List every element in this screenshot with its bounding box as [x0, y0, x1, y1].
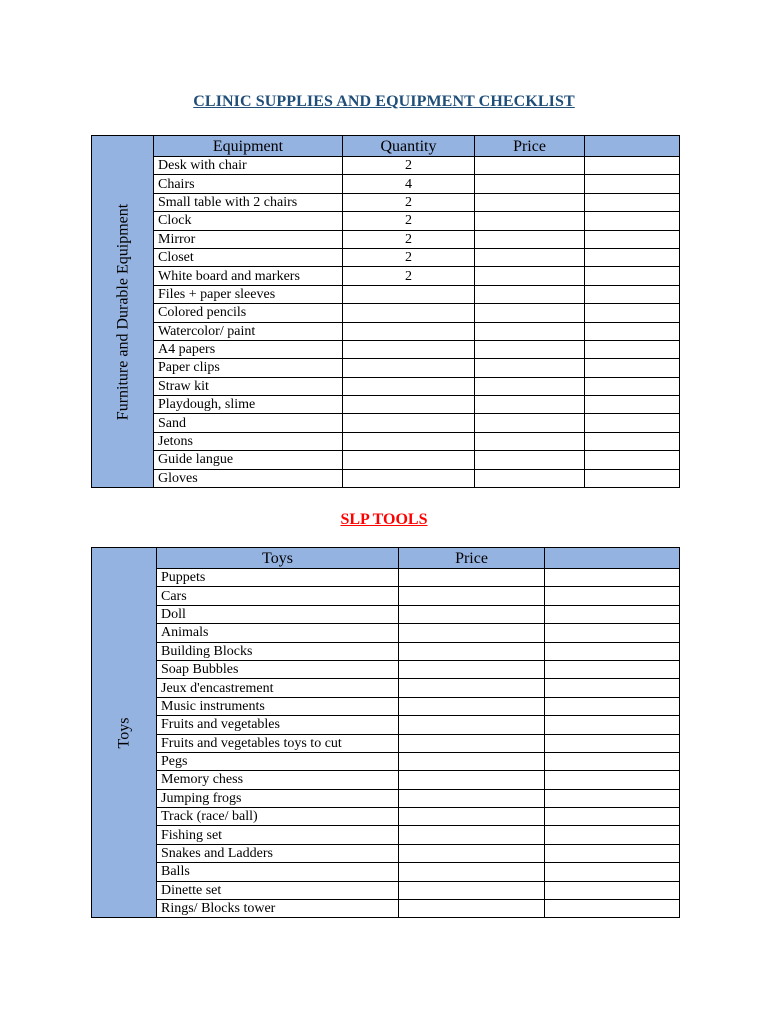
item-cell: Files + paper sleeves — [154, 285, 343, 303]
price-cell — [399, 789, 545, 807]
extra-cell — [545, 679, 680, 697]
price-cell — [399, 624, 545, 642]
extra-cell — [545, 734, 680, 752]
item-cell: Cars — [157, 587, 399, 605]
item-cell: Puppets — [157, 569, 399, 587]
quantity-cell — [343, 432, 475, 450]
extra-cell — [545, 605, 680, 623]
table-row — [92, 660, 680, 678]
price-cell — [475, 377, 585, 395]
extra-cell — [585, 285, 680, 303]
table-row — [92, 396, 680, 414]
quantity-cell: 2 — [343, 267, 475, 285]
table-row — [92, 771, 680, 789]
price-cell — [399, 697, 545, 715]
price-cell — [399, 642, 545, 660]
extra-cell — [585, 267, 680, 285]
table-row — [92, 734, 680, 752]
price-cell — [399, 752, 545, 770]
price-cell — [399, 881, 545, 899]
quantity-cell — [343, 469, 475, 487]
side-label: Furniture and Durable Equipment — [114, 203, 131, 420]
extra-cell — [585, 322, 680, 340]
price-cell — [475, 157, 585, 175]
item-cell: Rings/ Blocks tower — [157, 900, 399, 918]
table-row — [92, 175, 680, 193]
side-label-cell — [92, 136, 154, 488]
extra-cell — [545, 900, 680, 918]
extra-cell — [585, 304, 680, 322]
table-row — [92, 359, 680, 377]
extra-cell — [585, 451, 680, 469]
item-cell: White board and markers — [154, 267, 343, 285]
table-row — [92, 212, 680, 230]
side-label: Toys — [115, 717, 133, 749]
item-cell: Soap Bubbles — [157, 660, 399, 678]
price-cell — [475, 451, 585, 469]
item-cell: Balls — [157, 863, 399, 881]
extra-cell — [585, 414, 680, 432]
table-row — [92, 469, 680, 487]
table-row — [92, 377, 680, 395]
table-row — [92, 863, 680, 881]
table-row — [92, 587, 680, 605]
extra-cell — [585, 248, 680, 266]
quantity-cell — [343, 359, 475, 377]
table-row — [92, 267, 680, 285]
table-row — [92, 881, 680, 899]
quantity-cell — [343, 377, 475, 395]
extra-cell — [585, 469, 680, 487]
price-cell — [475, 304, 585, 322]
price-cell — [399, 863, 545, 881]
item-cell: Jeux d'encastrement — [157, 679, 399, 697]
quantity-cell: 2 — [343, 193, 475, 211]
price-cell — [399, 771, 545, 789]
section-title: SLP TOOLS — [340, 511, 428, 528]
side-label-cell — [92, 548, 157, 918]
item-cell: Animals — [157, 624, 399, 642]
quantity-cell — [343, 340, 475, 358]
item-cell: Chairs — [154, 175, 343, 193]
column-header — [585, 136, 680, 157]
extra-cell — [545, 826, 680, 844]
extra-cell — [545, 642, 680, 660]
item-cell: Dinette set — [157, 881, 399, 899]
item-cell: Paper clips — [154, 359, 343, 377]
table-row — [92, 248, 680, 266]
table-row — [92, 679, 680, 697]
extra-cell — [585, 157, 680, 175]
quantity-cell — [343, 285, 475, 303]
price-cell — [399, 605, 545, 623]
item-cell: Track (race/ ball) — [157, 808, 399, 826]
table-row — [92, 414, 680, 432]
table-row — [92, 900, 680, 918]
table-row — [92, 697, 680, 715]
table-row — [92, 451, 680, 469]
price-cell — [399, 844, 545, 862]
quantity-cell — [343, 414, 475, 432]
price-cell — [399, 587, 545, 605]
price-cell — [475, 469, 585, 487]
extra-cell — [585, 212, 680, 230]
extra-cell — [545, 771, 680, 789]
quantity-cell — [343, 451, 475, 469]
quantity-cell: 2 — [343, 248, 475, 266]
item-cell: Music instruments — [157, 697, 399, 715]
extra-cell — [545, 569, 680, 587]
item-cell: Watercolor/ paint — [154, 322, 343, 340]
quantity-cell: 4 — [343, 175, 475, 193]
item-cell: Desk with chair — [154, 157, 343, 175]
item-cell: Doll — [157, 605, 399, 623]
extra-cell — [545, 660, 680, 678]
price-cell — [399, 900, 545, 918]
quantity-cell: 2 — [343, 230, 475, 248]
table-row — [92, 230, 680, 248]
item-cell: Snakes and Ladders — [157, 844, 399, 862]
table-row — [92, 844, 680, 862]
quantity-cell — [343, 396, 475, 414]
item-cell: Jetons — [154, 432, 343, 450]
item-cell: Colored pencils — [154, 304, 343, 322]
quantity-cell: 2 — [343, 212, 475, 230]
table-row — [92, 285, 680, 303]
item-cell: Mirror — [154, 230, 343, 248]
extra-cell — [585, 230, 680, 248]
table-header-row — [92, 548, 680, 569]
table-row — [92, 716, 680, 734]
extra-cell — [585, 340, 680, 358]
table-row — [92, 642, 680, 660]
column-header: Price — [399, 548, 545, 569]
item-cell: Building Blocks — [157, 642, 399, 660]
column-header: Quantity — [343, 136, 475, 157]
quantity-cell — [343, 304, 475, 322]
item-cell: Fishing set — [157, 826, 399, 844]
table-row — [92, 193, 680, 211]
extra-cell — [585, 193, 680, 211]
price-cell — [475, 248, 585, 266]
extra-cell — [545, 863, 680, 881]
item-cell: Clock — [154, 212, 343, 230]
table-row — [92, 752, 680, 770]
table-row — [92, 432, 680, 450]
quantity-cell — [343, 322, 475, 340]
price-cell — [475, 322, 585, 340]
item-cell: Closet — [154, 248, 343, 266]
table-row — [92, 322, 680, 340]
price-cell — [475, 432, 585, 450]
item-cell: Gloves — [154, 469, 343, 487]
price-cell — [475, 359, 585, 377]
price-cell — [399, 734, 545, 752]
price-cell — [475, 175, 585, 193]
extra-cell — [545, 752, 680, 770]
price-cell — [475, 193, 585, 211]
item-cell: Playdough, slime — [154, 396, 343, 414]
table-row — [92, 569, 680, 587]
price-cell — [399, 808, 545, 826]
item-cell: Fruits and vegetables toys to cut — [157, 734, 399, 752]
item-cell: Small table with 2 chairs — [154, 193, 343, 211]
item-cell: Memory chess — [157, 771, 399, 789]
table-row — [92, 808, 680, 826]
price-cell — [475, 396, 585, 414]
extra-cell — [585, 396, 680, 414]
item-cell: Jumping frogs — [157, 789, 399, 807]
column-header: Toys — [157, 548, 399, 569]
item-cell: Sand — [154, 414, 343, 432]
extra-cell — [545, 808, 680, 826]
quantity-cell: 2 — [343, 157, 475, 175]
table-row — [92, 624, 680, 642]
price-cell — [475, 414, 585, 432]
price-cell — [399, 660, 545, 678]
extra-cell — [545, 789, 680, 807]
table-row — [92, 789, 680, 807]
price-cell — [475, 267, 585, 285]
price-cell — [475, 212, 585, 230]
toys-table — [91, 547, 680, 918]
document-title: CLINIC SUPPLIES AND EQUIPMENT CHECKLIST — [193, 93, 575, 110]
table-row — [92, 304, 680, 322]
item-cell: Guide langue — [154, 451, 343, 469]
extra-cell — [585, 359, 680, 377]
price-cell — [475, 230, 585, 248]
extra-cell — [545, 587, 680, 605]
extra-cell — [545, 716, 680, 734]
item-cell: Straw kit — [154, 377, 343, 395]
price-cell — [399, 716, 545, 734]
item-cell: Pegs — [157, 752, 399, 770]
price-cell — [399, 679, 545, 697]
column-header: Equipment — [154, 136, 343, 157]
extra-cell — [585, 432, 680, 450]
table-row — [92, 605, 680, 623]
price-cell — [475, 285, 585, 303]
table-header-row — [92, 136, 680, 157]
table-row — [92, 157, 680, 175]
table-row — [92, 826, 680, 844]
column-header: Price — [475, 136, 585, 157]
price-cell — [399, 569, 545, 587]
price-cell — [475, 340, 585, 358]
extra-cell — [585, 377, 680, 395]
table-row — [92, 340, 680, 358]
extra-cell — [585, 175, 680, 193]
price-cell — [399, 826, 545, 844]
extra-cell — [545, 881, 680, 899]
item-cell: A4 papers — [154, 340, 343, 358]
extra-cell — [545, 624, 680, 642]
extra-cell — [545, 697, 680, 715]
extra-cell — [545, 844, 680, 862]
item-cell: Fruits and vegetables — [157, 716, 399, 734]
equipment-table — [91, 135, 680, 488]
column-header — [545, 548, 680, 569]
